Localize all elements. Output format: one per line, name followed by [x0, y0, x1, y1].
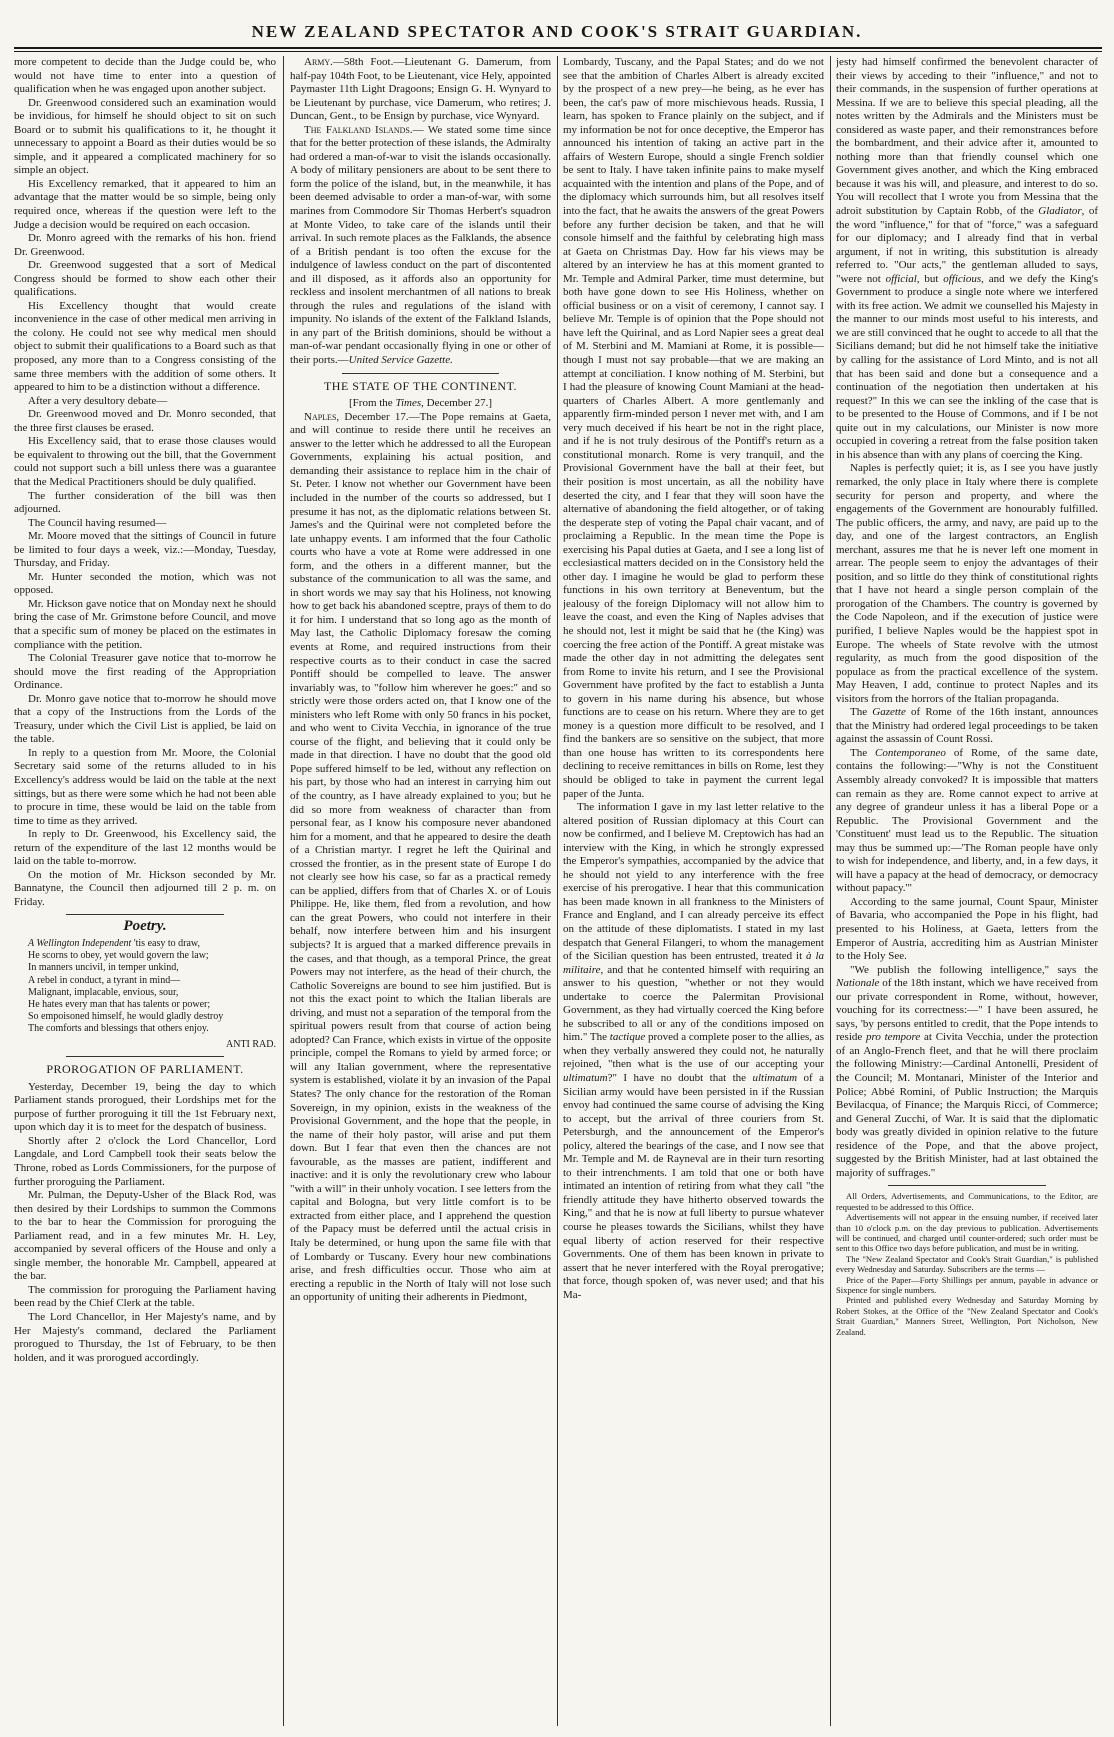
poem-line: Malignant, implacable, envious, sour, — [28, 986, 179, 998]
notice-line: All Orders, Advertisements, and Communications, to the Editor, are requested to be addressed to this Office. — [836, 1191, 1098, 1212]
separator — [66, 914, 223, 915]
masthead-rule — [14, 47, 1102, 49]
text-run: at Civita Vecchia, under the protection of an Anglo-French fleet, and that he will there proclaim the following Ministry:—Cardinal Antonelli, President of the Council; M. Montanari, Minister of the Interior and Police; Abbé Romini, of Public Instruction; the Marquis Bevilacqua, of Finance; the Marquis Ricci, of Commerce; and General Zucchi, of War. It is said that the diplomatic body was greatly divided in opinion relative to the future residence of the Pope, and that the above project, suggested by the British Minister, had at last obtained the majority of suffrages." — [836, 1031, 1098, 1179]
column-3 — [563, 56, 824, 1726]
run-in-label: The Falkland Islands. — [304, 123, 413, 136]
section-heading: PROROGATION OF PARLIAMENT. — [46, 1062, 244, 1077]
section-heading: THE STATE OF THE CONTINENT. — [323, 378, 518, 393]
poem — [28, 938, 276, 1036]
paragraph: Dr. Greenwood moved and Dr. Monro seconded, that the three first clauses be erased. — [14, 408, 276, 434]
notice-line: The "New Zealand Spectator and Cook's Strait Guardian," is published every Wednesday and Saturday. Subscribers are the terms — — [836, 1253, 1098, 1275]
text-run: , and we defy the King's Government to produce a single note where we interfered with its free action. We admit we counselled his Majesty in the manner to our minds most useful to his interests, and we are still convinced that he ought to accede to all that the Sicilians demand; but did he not himself take the initiative by calling for the assistance of Lord Minto, and is not all that has been said and done but a consequence and a continuation of the negotiation then undertaken at his request?" In this we can see the inkling of the case that is to be presented to the House of Commons, and if I be not quite out in my calculations, our Minister is now more occupied in covering a retreat from the false position taken in his absence than with any plans of coercing the King. — [836, 272, 1098, 461]
text-italic: ultimatum — [752, 1072, 798, 1085]
separator — [342, 373, 499, 374]
text-run: proved a complete poser to the allies, as when they verbally answered they could not, he naturally rejoined, "then what is the use of our accepting your — [563, 1031, 824, 1071]
paragraph: The further consideration of the bill was then adjourned. — [14, 489, 276, 516]
text-run: "We publish the following intelligence," says the — [850, 963, 1098, 976]
poem-line: A rebel in conduct, a tyrant in mind— — [28, 974, 181, 986]
poem-line: So empoisoned himself, he would gladly destroy — [28, 1011, 224, 1023]
text-run: , but — [916, 272, 944, 285]
paragraph: Dr. Monro gave notice that to-morrow he should move that a copy of the Instructions from the Lords of the Treasury, under which the Civil List is applied, be laid on the table. — [14, 692, 276, 746]
paragraph: On the motion of Mr. Hickson seconded by Mr. Bannatyne, the Council then adjourned till 2 p. m. on Friday. — [14, 868, 276, 908]
text-italic: à la militaire — [563, 950, 824, 976]
notice-line: Printed and published every Wednesday and Saturday Morning by Robert Stokes, at the Office of the "New Zealand Spectator and Cook's Strait Guardian," Manners Street, Wellington, Port Nicholson, New Zealand. — [836, 1295, 1098, 1337]
paragraph — [290, 124, 551, 368]
paragraph: Dr. Greenwood suggested that a sort of Medical Congress should be formed to show each other their qualifications. — [14, 259, 276, 299]
separator — [888, 1185, 1045, 1186]
column-divider — [283, 56, 284, 1726]
paragraph — [836, 56, 1098, 462]
notice-line: Price of the Paper—Forty Shillings per annum, payable in advance or Sixpence for single numbers. — [836, 1274, 1098, 1296]
paragraph: Mr. Hickson gave notice that on Monday next he should bring the case of Mr. Grimstone before Council, and move that a specific sum of money be placed on the estimates in compliance with the petition. — [14, 597, 276, 651]
poem-line-italic: A Wellington Independent — [28, 938, 132, 949]
poem-line: He hates every man that has talents or power; — [28, 999, 211, 1011]
separator — [66, 1056, 223, 1057]
dateline: Naples — [304, 410, 337, 423]
paragraph: According to the same journal, Count Spaur, Minister of Bavaria, who accompanied the Pope in his flight, had presented to his Holiness, at Gaeta, letters from the Emperor of Austria, accrediting him as Austrian Minister to the Holy See. — [836, 895, 1098, 963]
text-italic: pro tempore — [866, 1031, 921, 1044]
paragraph: Yesterday, December 19, being the day to which Parliament stands prorogued, their Lordships met for the purpose of further proroguing it till the 1st February next, upon which day it is to meet for the despatch of business. — [14, 1080, 276, 1134]
text-run: , of the word "influence," for that of "force," was a safeguard for our diplomacy; and I already find that in verbal argument, if not in writing, this substitution is already referred to. "Our acts," the gentleman alluded to says, "were not — [836, 205, 1098, 285]
paragraph — [290, 56, 551, 124]
column-divider — [557, 56, 558, 1726]
paragraph — [836, 706, 1098, 747]
paragraph-text: —58th Foot.—Lieutenant G. Damerum, from half-pay 104th Foot, to be Lieutenant, vice Hely, appointed Paymaster 11th Light Dragoons; Ensign G. H. Wynyard to be Lieutenant by purchase, vice Damerum, who retires; J. Duncan, Gent., to be Ensign by purchase, vice Wynyard. — [290, 56, 551, 123]
column-4 — [836, 56, 1098, 1726]
masthead-rule-thin — [14, 51, 1102, 52]
poem-line: The comforts and blessings that others enjoy. — [28, 1023, 209, 1035]
poem-signature: ANTI RAD. — [226, 1038, 276, 1050]
poem-line-rest: 'tis easy to draw, — [131, 938, 200, 949]
text-run: ?" I have no doubt that the — [607, 1072, 753, 1085]
paragraph — [290, 411, 551, 1305]
source-citation: United Service Gazette. — [348, 354, 453, 367]
text-italic: Contemporaneo — [875, 746, 946, 759]
paragraph: Mr. Hunter seconded the motion, which was not opposed. — [14, 570, 276, 597]
paragraph: Mr. Moore moved that the sittings of Council in future be limited to four days a week, viz.:—Monday, Tuesday, Thursday, and Friday. — [14, 530, 276, 570]
text-run: jesty had himself confirmed the benevolent character of their views by acceding to their "influence," and not to their commands, in the suspension of further operations at Messina. If we are to believe this special pleading, all the notes written by the Admirals and the Ministers must be considered as waste paper, and their remonstrances before the bombardment, and their advice after it, amounted to nothing more than that friendly counsel which one Government gives another, and which the King embraced because it was his will, and pleasure, and interest to do so. You will recollect that I wrote you from Messina that the adroit substitution by Captain Robb, of the — [836, 56, 1098, 218]
paragraph: In reply to a question from Mr. Moore, the Colonial Secretary said some of the returns alluded to in his Excellency's address would be laid on the table at the next sittings, but as there were some which he had not been able to procure in time, these would be laid on the table from time to time as they arrived. — [14, 746, 276, 827]
paragraph: His Excellency thought that would create inconvenience in the case of other medical men arriving in the colony. He could not see why medical men should object to submit their qualifications to a Board such as that proposed, any more than to a Congress consisting of the same three members with the addition of some others. It appeared to him to be a distinction without a difference. — [14, 299, 276, 394]
paragraph: more competent to decide than the Judge could be, who would not have time to enter into a question of qualification when he was engaged upon another subject. — [14, 56, 276, 96]
text-italic: Gladiator — [1038, 205, 1082, 218]
column-1 — [14, 56, 276, 1726]
text-italic: officious — [943, 272, 982, 285]
publisher-notice — [836, 1191, 1098, 1337]
text-run: of Rome, of the same date, contains the following:—"Why is not the Constituent Assembly already convoked? It is impossible that matters can remain as they are. Rome cannot expect to arrive at any degree of grandeur unless it has a liberal Pope or a Republic. The Provisional Government and the 'Constituent' must lead us to the Republic. The situation may thus be summed up:—'The Roman people have only to wish for independence, and liberty, and, in a few days, it will have a papacy at the head of democracy, or democracy without papacy.'" — [836, 746, 1098, 895]
paragraph: His Excellency remarked, that it appeared to him an advantage that the matter would be so simple, being only required once, whereas if the question were left to the Judge a decision would be required on each occasion. — [14, 177, 276, 231]
text-run: , and that he contented himself with requiring an answer to his question, "whether or not they would undertake to coerce the Palermitan Provisional Government, as they had virtually coerced the King before he subscribed to all or any of the conditions imposed on him." The — [563, 963, 824, 1044]
text-italic: tactique — [609, 1031, 646, 1044]
run-in-label: Army. — [304, 56, 333, 68]
text-run: The — [850, 706, 873, 719]
paragraph — [563, 801, 824, 1302]
paragraph — [836, 964, 1098, 1181]
source-post: , December 27.] — [421, 397, 492, 410]
paragraph — [836, 747, 1098, 896]
poem-line — [28, 938, 276, 950]
column-divider — [830, 56, 831, 1726]
text-run: of the 18th instant, which we have received from our private correspondent in Rome, without, however, vouching for its correctness:—" I have been assured, he says, 'by persons entitled to credit, that the Pope intends to reside — [836, 977, 1098, 1044]
newspaper-title: NEW ZEALAND SPECTATOR AND COOK'S STRAIT GUARDIAN. — [251, 22, 863, 41]
source-pre: [From the — [349, 397, 396, 410]
text-run: of Rome of the 16th instant, announces that the Ministry had ordered legal proceedings to be taken against the assassin of Count Rossi. — [836, 706, 1098, 746]
paragraph: Naples is perfectly quiet; it is, as I see you have justly remarked, the only place in Italy where there is complete security for person and property, and where the engagements of the Government are honourably fulfilled. The public officers, the army, and navy, are paid up to the day, and one of the largest contractors, an English merchant, assures me that he is never left one moment in arrear. The people seem to enjoy the advantages of their position, and so little do they think of constitutional rights that I have not heard a single person complain of the prorogation of the Chambers. The country is governed by the Code Napoleon, and if the execution of justice were purified, I believe Naples would be the happiest spot in Europe. The wheels of State revolve with the utmost regularity, as much from the good disposition of the populace as from the practical excellence of the system. May Heaven, I add, continue to protect Naples and its visitors from the horrors of the Italian propaganda. — [836, 462, 1098, 705]
source-title: Times — [395, 397, 422, 410]
poem-line: He scorns to obey, yet would govern the law; — [28, 950, 209, 962]
text-italic: official — [885, 272, 917, 285]
text-italic: Gazette — [872, 706, 906, 719]
paragraph: The commission for proroguing the Parliament having been read by the Chief Clerk at the table. — [14, 1283, 276, 1310]
text-run: The information I gave in my last letter relative to the altered position of Russian diplomacy at this Court can now be confirmed, and I believe M. Creptowich has had an interview with the King, in which he strongly expressed the Emperor's sympathies, accompanied by the advice that he should not yield to any interference with the free exercise of his prerogative. I hear that this communication has been made known in all frankness to the Ministers of France and England, and I can already perceive its effect on the attitude of these diplomatists. I stated in my last despatch that General Filangeri, to whom the management of the Sicilian question has been entrusted, treated it — [563, 801, 824, 963]
paragraph-text: — We stated some time since that for the better protection of these islands, the Admiralty had ordered a man-of-war to visit the islands occasionally. A body of military pensioners are about to be sent there to form the police of the island, but, in the meanwhile, it has been deemed advisable to order a man-of-war, with some marines from Commodore Sir Thomas Herbert's squadron at Monte Video, to take care of the islands until their arrival. In such remote places as the Falklands, the absence of a British pendant is too often the excuse for the indulgence of lawless conduct on the part of discontented and ill disposed, as it affords also an opportunity for reckless and insolent merchantmen of all nations to break through the rules and regulations of the island with impunity. No islands of the extent of the Falkland Islands, in any part of the British dominions, should be without a man-of-war pendant occasionally flying in one or other of their ports.— — [290, 123, 551, 367]
text-italic: Nationale — [836, 977, 880, 990]
paragraph: The Colonial Treasurer gave notice that to-morrow he should move the first reading of the Appropriation Ordinance. — [14, 652, 276, 692]
column-2 — [290, 56, 551, 1726]
notice-line: Advertisements will not appear in the ensuing number, if received later than 10 o'clock p.m. on the day previous to publication. Advertisements will be continued, and charged until counter-ordered; such order must be sent to this Office two days before publication, and must be in writing. — [836, 1212, 1098, 1254]
text-run: of a Sicilian army would have been persisted in if the Russian envoy had continued the same course of advising the King to accept, but the arrival of three couriers from St. Petersburgh, and the announcement of the Emperor's policy, altered the bearings of the case, and I now see that Mr. Temple and M. de Rayneval are in their turn resorting to their intrenchments. I am told that one or both have intimated an intention of retiring from what they call "the friendly attitude they have hitherto observed towards the King," and that he is now at full liberty to pursue whatever course he pleases towards the Sicilians, whilst they have equal liberty of action reserved for their respective Governments. One of them has been known in private to assert that he never interfered with the Royal prerogative; that force, though spoken of, was never used; and that his Ma- — [563, 1072, 824, 1301]
paragraph: Lombardy, Tuscany, and the Papal States; and do we not see that the ambition of Charles Albert is already excited by the prospect of a new prey—he being, as he ever has been, the cat's paw of more mischievous heads. Russia, I learn, has spoken to France plainly on the subject, and if my information be not for once deceptive, the Emperor has announced his intention of taking an active part in the affairs of Western Europe, should a single French soldier be sent to Italy. I have taken infinite pains to make myself acquainted with the intention and plans of the Pope, and of the diplomacy which surrounds him, but all resolves itself into the fact, that he awaits the answers of the great Powers before any further decision be taken, and that he will console himself and the faithful by celebrating high mass at Gaeta on Christmas Day. How far his views may be altered by an interview he has at this moment granted to Mr. Temple and Admiral Parker, time must determine, but both have gone down to see His Holiness, whether on official business or on a visit of ceremony, I cannot say. I believe Mr. Temple is of opinion that the Pope should not have left the Quirinal, and as Lord Napier sees a great deal of M. Sterbini and M. Mamiani at Rome, it is possible—though I must not say probable—that we are making an attempt at conciliation. I know nothing of M. Sterbini, but I had the pleasure of knowing Count Mamiani at the head-quarters of Charles Albert. A more gentlemanly and apparently firm-minded person I never met with, and I am very much deceived if his heart be not in the right place, and if he is not truly desirous of the Pontiff's return as a constitutional monarch. Rome is very tranquil, and the Provisional Government have the ball at their feet, but their position is most uncertain, as all the nobility have deserted the city, and I fear that they will soon have the alternative of abandoning the field altogether, or of taking the desperate step of voting the Papal chair vacant, and of proclaiming a Republic. In the mean time the Pope is exercising his Papal duties at Gaeta, and I see a long list of ecclesiastical matters decided on in the Consistory held the other day. I imagine he would be glad to perform these functions in his own territory at Beneventum, but the jealousy of the foreign Diplomacy will not allow him to leave the coast, and even the King of Naples advises that he should not, lest it might be said that he (the King) was coercing the free action of the Pontiff. A great mistake was made the other day in not admitting the delegates sent from Rome to invite his return, and I see the Provisional Government have profited by the fact to establish a Junta to govern in his name during his absence, but whose functions are to cease on his return. Where they are to get money is a question more difficult to be resolved, and I find the bankers are so sensitive on the subject, that more than one house has written to its correspondents here declining to receive remittances in bills on Rome, lest they should be obliged to take in payment the current legal paper of the Junta. — [563, 56, 824, 800]
paragraph-text: , December 17.—The Pope remains at Gaeta, and will continue to reside there until he receives an answer to the letter which he addressed to all the European Governments, explaining his actual position, and demanding their assistance to replace him in the chair of St. Peter. I know not whether our Government have been included in the number of the courts so addressed, but I presume it has not, as the diplomatic relations between St. James's and the Quirinal were not completed before the late unhappy events. I am informed that the four Catholic courts who have a vote at Rome were addressed in one form, and the others in a different manner, but the substance of the communication to all was the same, and in short words we may say that his Holiness, not knowing how to get back his abandoned sceptre, prays of them to do it for him. I understand that so long ago as the month of May last, the Catholic Diplomacy foresaw the coming events at Rome, and required instructions from their respective courts as to their conduct in case the sacred Pontiff should be compelled to leave. The answer invariably was, to "follow him wherever he goes:" and so strictly were those orders acted on, that I know one of the ministers who left Rome with only 50 francs in his pocket, and who went to Civita Vecchia, in ignorance of the true course of the flight, and believing that it could only be made in that direction. I have no doubt that the good old Pope suffered himself to be led, without any reflection on his part, by those who had an interest in carrying him out of the country, as I have already explained to you; but he did so more from weakness of character than from personal fear, as I know his composure never abandoned him for a moment, and that he appeared to desire the death of a Christian martyr. I regret he left the Quirinal and crossed the frontier, as in the present state of Europe I do not clearly see how his case, so far as a practical remedy can be applied, differs from that of Charles X. or of Louis Philippe. He, like them, fled from a revolution, and how can the great Powers, who could not interfere in their behalf, now interfere between him and his insurgent subjects? It is argued that a marked difference prevails in the cases, and that though, as a temporal Prince, the great Powers may not interfere, as the head of their church, the Catholic Sovereigns are bound to see him justified. But is not this the exact point to which the Italian liberals are driving, and must not a separation of the temporal from the spiritual powers result from that course of action being adopted? Can France, which exists in virtue of the opposite principle, compel the Romans to yield by armed force; or will any Italian government, where the representative system is established, violate it by an invasion of the Papal States? The only chance for the restoration of the Roman Sovereign, in my opinion, exists in the weakness of the Provisional Government, and the hope that the people, in the name of their holy pastor, will arise and put them down. But I fear that even then the chances are not favourable, as the masses are patient, indifferent and inactive: and it is only the revolutionary crew who labour "with a will" in their unholy vocation. I see letters from the capital and Bologna, but very little comfort is to be extracted from either place, and I apprehend the question of the Papacy must be deferred until the actual crisis in Italy be determined, or hung upon the same file with that of Lombardy or Tuscany. Every hour new combinations arise, and fresh difficulties occur. Those who aim at erecting a republic in the North of Italy will not lose such an opportunity of uniting their adherents in Piedmont, — [290, 410, 551, 1304]
paragraph: The Lord Chancellor, in Her Majesty's name, and by Her Majesty's command, declared the Parliament prorogued to Thursday, the 1st of February, to be then holden, and it was prorogued accordingly. — [14, 1311, 276, 1364]
paragraph: Mr. Pulman, the Deputy-Usher of the Black Rod, was then desired by their Lordships to summon the Commons to the bar to hear the Commission for proroguing the Parliament read, and in a few minutes Mr. H. Ley, accompanied by several officers of the House and only a single member, the honorable Mr. Campbell, appeared at the bar. — [14, 1189, 276, 1283]
paragraph: Shortly after 2 o'clock the Lord Chancellor, Lord Langdale, and Lord Campbell took their seats below the Throne, robed as Lords Commissioners, for the purpose of further proroguing the Parliament. — [14, 1134, 276, 1188]
text-italic: ultimatum — [563, 1072, 608, 1085]
paragraph: Dr. Greenwood considered such an examination would be invidious, for himself he should object to sit on such Board or to submit his qualifications to it, he thought it unnecessary to appoint a Board as their duties would be so simple, and it appeared a complicated machinery for so simple an object. — [14, 96, 276, 177]
paragraph: In reply to Dr. Greenwood, his Excellency said, the return of the expenditure of the last 12 months would be laid on the table to-morrow. — [14, 828, 276, 868]
masthead — [0, 0, 1114, 40]
poem-line: In manners uncivil, in temper unkind, — [28, 962, 179, 974]
paragraph: Dr. Monro agreed with the remarks of his hon. friend Dr. Greenwood. — [14, 232, 276, 258]
source-line — [290, 397, 551, 411]
paragraph: The Council having resumed— — [28, 516, 167, 529]
poetry-heading: Poetry. — [123, 918, 167, 935]
text-run: The — [850, 746, 876, 759]
paragraph: His Excellency said, that to erase those clauses would be equivalent to throwing out the bill, that the Government could not support such a bill unless there was a guarantee that the Medical Practitioners should be duly qualified. — [14, 435, 276, 488]
paragraph: After a very desultory debate— — [28, 394, 168, 407]
